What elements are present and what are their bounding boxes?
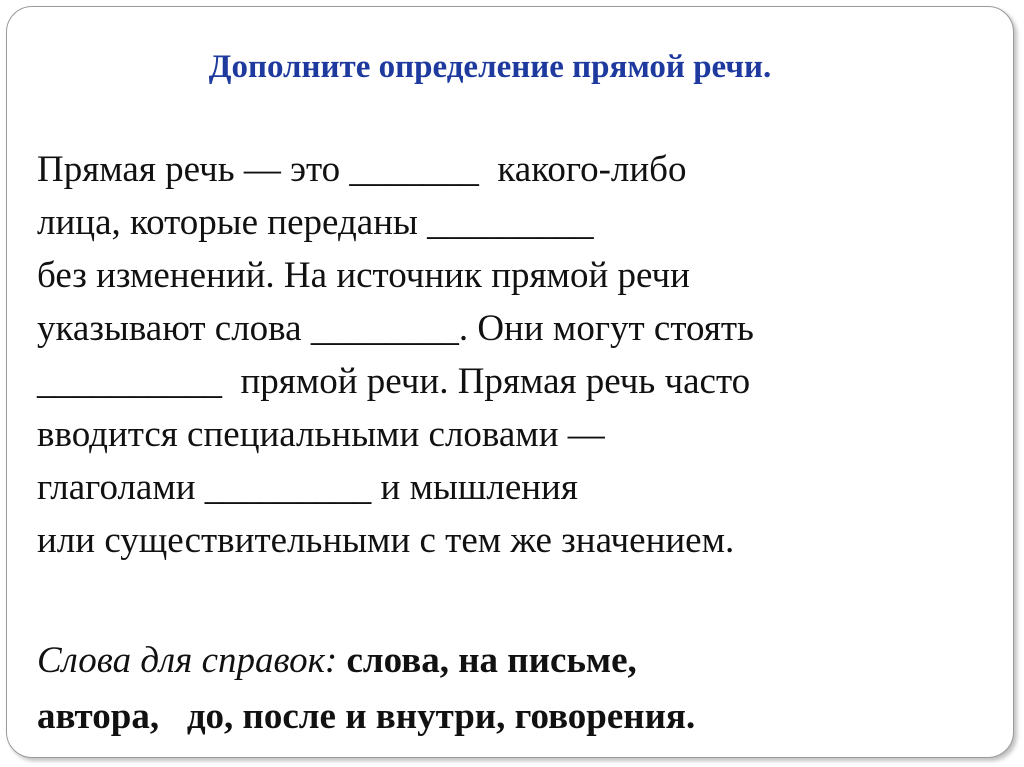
text-line-5: __________ прямой речи. Прямая речь часто [37,361,751,402]
text-line-3: без изменений. На источник прямой речи [37,255,690,296]
text-line-4: указывают слова ________. Они могут стоять [37,308,754,349]
text-line-2: лица, которые переданы _________ [37,202,594,243]
reference-words-block [37,633,997,745]
text-line-6: вводится специальными словами — [37,414,605,455]
reference-label: Слова для справок: [37,640,347,681]
reference-words-2: автора, до, после и внутри, говорения. [37,696,696,737]
reference-line-1 [37,633,997,689]
definition-text [37,143,997,567]
slide-title: Дополните определение прямой речи. [208,49,772,85]
text-line-1: Прямая речь — это _______ какого-либо [37,149,687,190]
text-line-8: или существительными с тем же значением. [37,520,735,561]
reference-line-2 [37,689,997,745]
text-line-7: глаголами _________ и мышления [37,467,578,508]
reference-words-1: слова, на письме, [346,640,637,681]
